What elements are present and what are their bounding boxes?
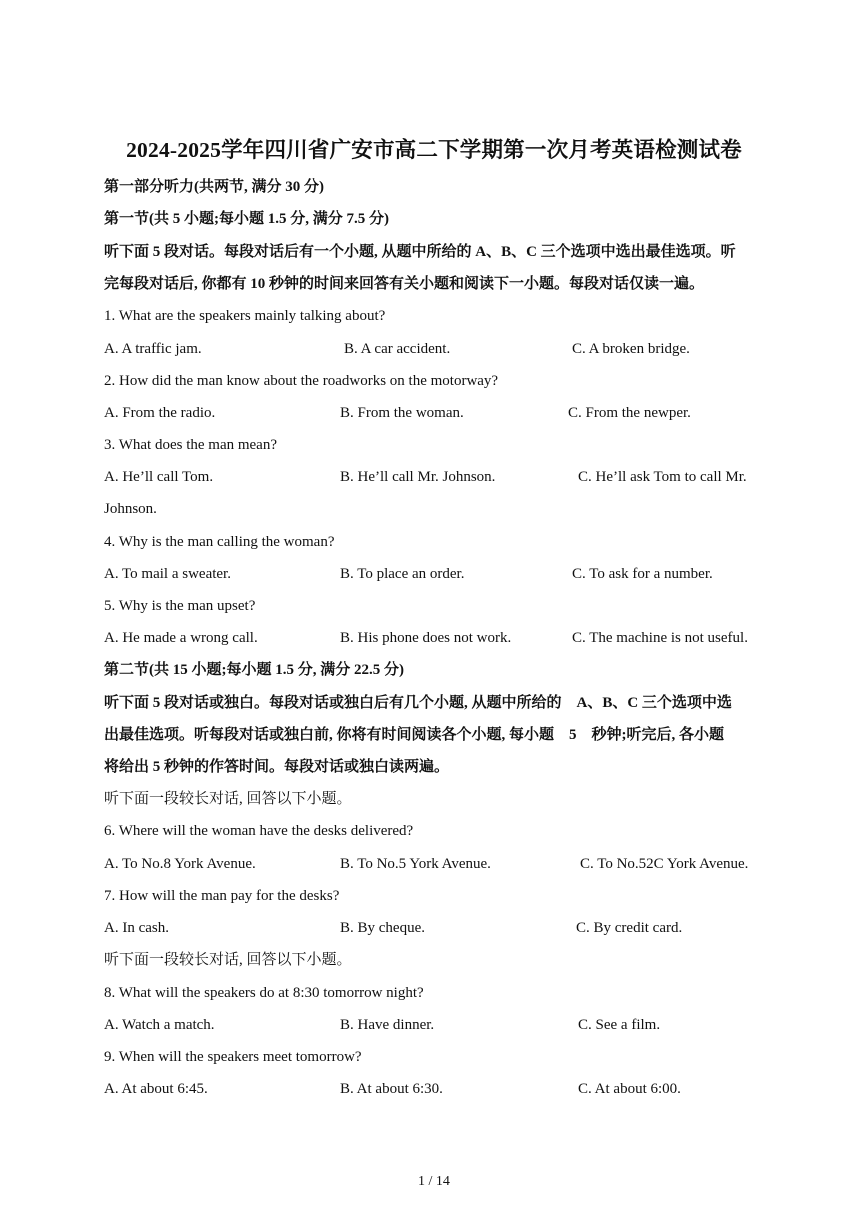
question-9-option-a: A. At about 6:45. [104,1081,208,1097]
question-6-option-b: B. To No.5 York Avenue. [340,856,491,872]
question-6-option-c: C. To No.52C York Avenue. [580,856,749,872]
question-2: 2. How did the man know about the roadworks on the motorway? [104,373,499,389]
question-5: 5. Why is the man upset? [104,598,256,614]
question-3-option-b: B. He’ll call Mr. Johnson. [340,469,496,485]
question-5-option-b: B. His phone does not work. [340,630,512,646]
question-6-option-a: A. To No.8 York Avenue. [104,856,256,872]
question-3: 3. What does the man mean? [104,437,277,453]
section2-instruction-1: 听下面 5 段对话或独白。每段对话或独白后有几个小题, 从题中所给的 A、B、C 三个选项中选 [104,695,732,711]
question-3-option-c-continued: Johnson. [104,501,157,517]
question-1: 1. What are the speakers mainly talking about? [104,308,386,324]
question-1-option-b: B. A car accident. [344,341,451,357]
question-2-option-a: A. From the radio. [104,405,216,421]
page-number: 1 / 14 [418,1174,450,1189]
question-5-option-a: A. He made a wrong call. [104,630,258,646]
page-title: 2024-2025学年四川省广安市高二下学期第一次月考英语检测试卷 [126,138,742,162]
question-2-option-b: B. From the woman. [340,405,464,421]
question-9-option-b: B. At about 6:30. [340,1081,443,1097]
question-1-option-a: A. A traffic jam. [104,341,202,357]
question-7-option-b: B. By cheque. [340,920,425,936]
section1-instruction-1: 听下面 5 段对话。每段对话后有一个小题, 从题中所给的 A、B、C 三个选项中选出最佳选项。听 [104,244,736,260]
section1-instruction-2: 完每段对话后, 你都有 10 秒钟的时间来回答有关小题和阅读下一小题。每段对话仅读一遍。 [104,276,705,292]
question-3-option-c: C. He’ll ask Tom to call Mr. [578,469,747,485]
question-7-option-c: C. By credit card. [576,920,683,936]
question-4-option-c: C. To ask for a number. [572,566,713,582]
question-8-option-a: A. Watch a match. [104,1017,215,1033]
question-8-option-c: C. See a film. [578,1017,661,1033]
part1-heading: 第一部分听力(共两节, 满分 30 分) [104,179,324,195]
section2-instruction-2: 出最佳选项。听每段对话或独白前, 你将有时间阅读各个小题, 每小题 5 秒钟;听完后, 各小题 [104,727,724,743]
question-8: 8. What will the speakers do at 8:30 tomorrow night? [104,985,424,1001]
question-1-option-c: C. A broken bridge. [572,341,690,357]
question-5-option-c: C. The machine is not useful. [572,630,748,646]
question-9-option-c: C. At about 6:00. [578,1081,681,1097]
question-3-option-a: A. He’ll call Tom. [104,469,214,485]
question-7-option-a: A. In cash. [104,920,169,936]
question-4: 4. Why is the man calling the woman? [104,534,335,550]
section1-heading: 第一节(共 5 小题;每小题 1.5 分, 满分 7.5 分) [104,211,389,227]
question-2-option-c: C. From the newper. [568,405,691,421]
question-7: 7. How will the man pay for the desks? [104,888,340,904]
section2-instruction-3: 将给出 5 秒钟的作答时间。每段对话或独白读两遍。 [104,759,450,775]
question-6: 6. Where will the woman have the desks delivered? [104,823,414,839]
question-4-option-b: B. To place an order. [340,566,465,582]
question-9: 9. When will the speakers meet tomorrow? [104,1049,362,1065]
question-4-option-a: A. To mail a sweater. [104,566,231,582]
section2-heading: 第二节(共 15 小题;每小题 1.5 分, 满分 22.5 分) [104,662,404,678]
question-8-option-b: B. Have dinner. [340,1017,435,1033]
section2-prompt-b: 听下面一段较长对话, 回答以下小题。 [104,952,352,968]
section2-prompt-a: 听下面一段较长对话, 回答以下小题。 [104,791,352,807]
